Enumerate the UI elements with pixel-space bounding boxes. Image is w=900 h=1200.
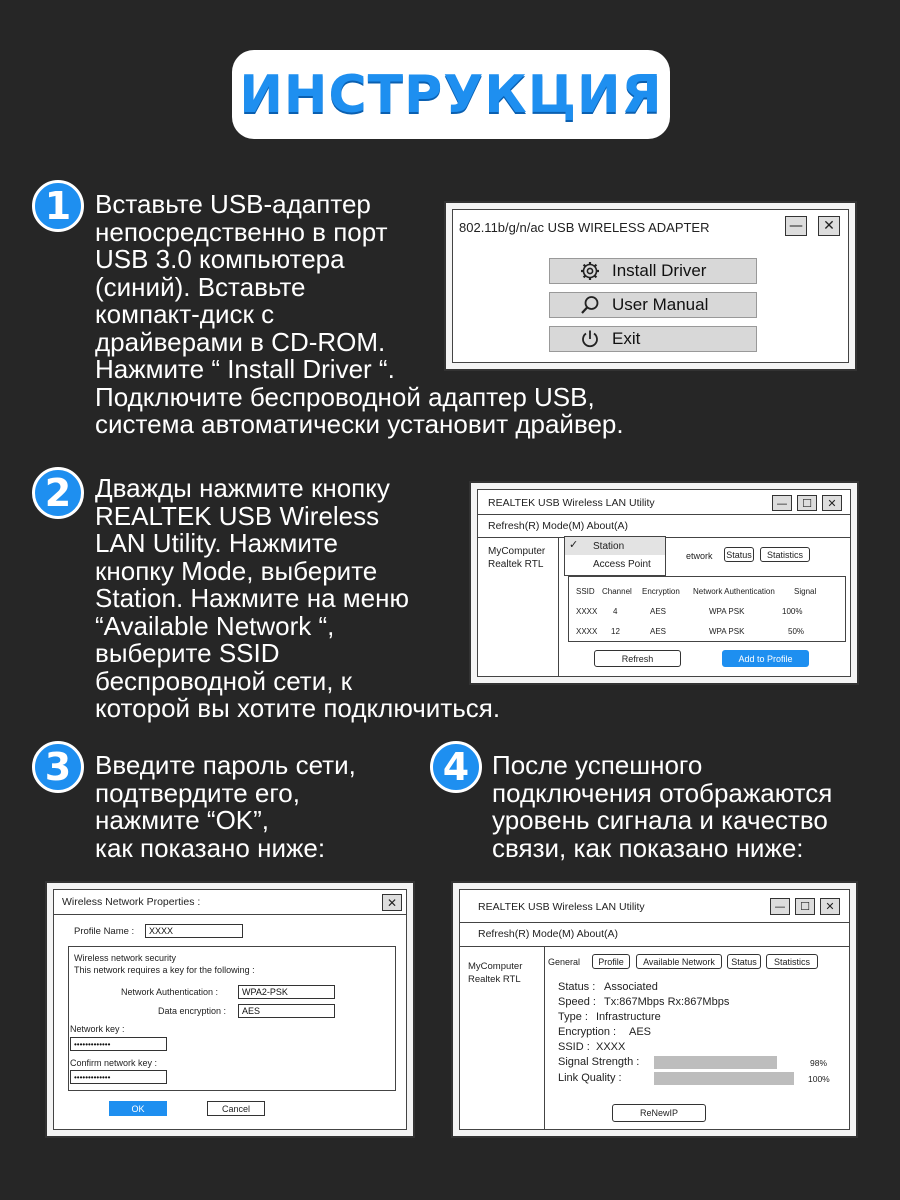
menu-divider	[460, 946, 849, 947]
step-3-number: 3	[44, 745, 72, 789]
link-quality-bar	[654, 1072, 794, 1085]
access-point-label: Access Point	[593, 559, 651, 570]
col-encryption: Encryption	[642, 587, 680, 596]
signal-strength-label: Signal Strength :	[558, 1056, 640, 1068]
tree-divider	[558, 537, 559, 676]
link-quality-value: 100%	[808, 1074, 830, 1084]
title-divider	[54, 914, 406, 915]
renew-ip-button[interactable]: ReNewIP	[612, 1104, 706, 1122]
ok-button[interactable]: OK	[109, 1101, 167, 1116]
link-quality-track	[654, 1072, 794, 1085]
title-divider	[478, 514, 850, 515]
tab-available-network[interactable]: Available Network	[636, 954, 722, 969]
mode-dropdown	[564, 536, 666, 576]
network-key-label: Network key :	[70, 1024, 125, 1034]
table-row[interactable]: XXXX	[576, 607, 598, 616]
close-icon: ✕	[823, 218, 835, 234]
close-icon: ✕	[386, 895, 398, 910]
step-2-number: 2	[44, 471, 72, 515]
maximize-button[interactable]	[797, 495, 817, 511]
utility2-menu[interactable]: Refresh(R) Mode(M) About(A)	[478, 928, 619, 940]
signal-strength-track	[654, 1056, 794, 1069]
step-2-text: Дважды нажмите кнопку REALTEK USB Wireless LAN Utility. Нажмите кнопку Mode, выберите Station. Нажмите на меню “Available Network “, выберите SSID беспроводной сети, к которой вы хотите подключиться.	[95, 473, 501, 723]
link-quality-label: Link Quality :	[558, 1072, 622, 1084]
tab-status[interactable]: Status	[727, 954, 761, 969]
col-ssid: SSID	[576, 587, 595, 596]
auth-select[interactable]: WPA2-PSK	[238, 985, 335, 999]
minimize-icon: —	[789, 218, 803, 234]
install-driver-button[interactable]	[549, 258, 757, 284]
tab-statistics[interactable]: Statistics	[760, 547, 810, 562]
close-button[interactable]	[822, 495, 842, 511]
step-4-badge	[430, 741, 482, 793]
network-table	[568, 576, 846, 642]
profile-name-label: Profile Name :	[74, 926, 135, 937]
dropdown-item-station[interactable]	[565, 537, 665, 555]
utility-window-status	[451, 881, 858, 1138]
user-manual-button[interactable]	[549, 292, 757, 318]
minimize-button[interactable]: —	[770, 898, 790, 915]
table-row[interactable]: XXXX	[576, 627, 598, 636]
step-1-text: Вставьте USB-адаптер непосредственно в порт USB 3.0 компьютера (синий). Вставьте компакт-диск с драйверами в CD-ROM. Нажмите “ Install Driver “. Подключите беспроводной адаптер USB, система автоматически установит драйвер.	[95, 189, 624, 439]
page-title: ИНСТРУКЦИЯ	[239, 64, 663, 125]
table-cell: AES	[650, 627, 667, 636]
table-cell: 12	[611, 627, 620, 636]
utility1-title: REALTEK USB Wireless LAN Utility	[488, 497, 655, 509]
gear-icon	[580, 261, 600, 281]
tab-profile[interactable]: Profile	[592, 954, 630, 969]
step-3-badge	[32, 741, 84, 793]
col-channel: Channel	[602, 587, 632, 596]
step-1-number: 1	[44, 184, 72, 228]
tree-item-adapter[interactable]: Realtek RTL	[488, 559, 544, 570]
table-cell: AES	[650, 607, 667, 616]
tab-available-network-partial[interactable]: etwork	[686, 551, 713, 561]
maximize-button[interactable]	[795, 898, 815, 915]
signal-strength-value: 98%	[810, 1058, 828, 1068]
ssid-label: SSID :	[558, 1041, 590, 1053]
utility-window-mode	[469, 481, 859, 685]
tab-general[interactable]: General	[548, 957, 581, 967]
add-to-profile-button[interactable]: Add to Profile	[722, 650, 809, 667]
status-value: Associated	[604, 981, 658, 993]
step-4-number: 4	[442, 745, 470, 789]
security-title: Wireless network security	[74, 953, 177, 963]
status-label: Status :	[558, 981, 596, 993]
search-icon	[580, 295, 600, 315]
minimize-button[interactable]: —	[772, 495, 792, 511]
tab-statistics[interactable]: Statistics	[766, 954, 818, 969]
check-icon: ✓	[569, 539, 579, 551]
install-driver-label: Install Driver	[612, 261, 707, 280]
tree-item-computer[interactable]: MyComputer	[468, 961, 523, 972]
encryption-value: AES	[629, 1026, 652, 1038]
maximize-icon: ☐	[800, 900, 810, 913]
utility1-menu[interactable]: Refresh(R) Mode(M) About(A)	[488, 520, 629, 532]
speed-label: Speed :	[558, 996, 596, 1008]
security-desc: This network requires a key for the following :	[74, 965, 255, 975]
exit-label: Exit	[612, 329, 641, 348]
auth-label: Network Authentication :	[121, 987, 219, 997]
table-cell: 4	[613, 607, 618, 616]
tree-item-computer[interactable]: MyComputer	[488, 546, 546, 557]
dropdown-item-access-point[interactable]	[565, 556, 665, 574]
title-banner	[232, 50, 670, 139]
close-button[interactable]	[818, 216, 840, 236]
confirm-key-input[interactable]: •••••••••••••	[70, 1070, 167, 1084]
table-cell: 100%	[782, 607, 803, 616]
station-label: Station	[593, 541, 625, 552]
profile-name-input[interactable]: XXXX	[145, 924, 243, 938]
encryption-select[interactable]: AES	[238, 1004, 335, 1018]
signal-strength-bar	[654, 1056, 777, 1069]
step-4-text: После успешного подключения отображаются уровень сигнала и качество связи, как показано ниже:	[492, 750, 833, 863]
user-manual-label: User Manual	[612, 295, 709, 314]
table-cell: WPA PSK	[709, 607, 745, 616]
type-label: Type :	[558, 1011, 588, 1023]
maximize-icon: ☐	[802, 496, 812, 510]
power-icon	[580, 329, 600, 349]
network-properties-window	[45, 881, 415, 1138]
title-divider	[460, 922, 849, 923]
network-key-input[interactable]: •••••••••••••	[70, 1037, 167, 1051]
installer-window	[444, 201, 857, 371]
tree-divider	[544, 946, 545, 1129]
tab-status[interactable]: Status	[724, 547, 754, 562]
properties-title: Wireless Network Properties :	[62, 896, 201, 908]
close-button[interactable]	[382, 894, 402, 911]
tree-item-adapter[interactable]: Realtek RTL	[468, 974, 521, 985]
encryption-label: Data encryption :	[158, 1006, 227, 1016]
utility2-title: REALTEK USB Wireless LAN Utility	[478, 901, 645, 913]
exit-button[interactable]	[549, 326, 757, 352]
close-icon: ✕	[827, 496, 837, 510]
col-signal: Signal	[794, 587, 817, 596]
confirm-key-label: Confirm network key :	[70, 1058, 158, 1068]
type-value: Infrastructure	[596, 1011, 661, 1023]
installer-title: 802.11b/g/n/ac USB WIRELESS ADAPTER	[459, 220, 710, 235]
cancel-button[interactable]: Cancel	[207, 1101, 265, 1116]
minimize-button[interactable]	[785, 216, 807, 236]
step-1-badge	[32, 180, 84, 232]
close-button[interactable]	[820, 898, 840, 915]
table-cell: 50%	[788, 627, 805, 636]
close-icon: ✕	[825, 900, 835, 913]
encryption-label: Encryption :	[558, 1026, 617, 1038]
ssid-value: XXXX	[596, 1041, 626, 1053]
step-2-badge	[32, 467, 84, 519]
step-3-text: Введите пароль сети, подтвердите его, нажмите “OK”, как показано ниже:	[95, 750, 356, 863]
refresh-button[interactable]: Refresh	[594, 650, 681, 667]
table-cell: WPA PSK	[709, 627, 745, 636]
speed-value: Tx:867Mbps Rx:867Mbps	[604, 996, 730, 1008]
col-auth: Network Authentication	[693, 587, 775, 596]
